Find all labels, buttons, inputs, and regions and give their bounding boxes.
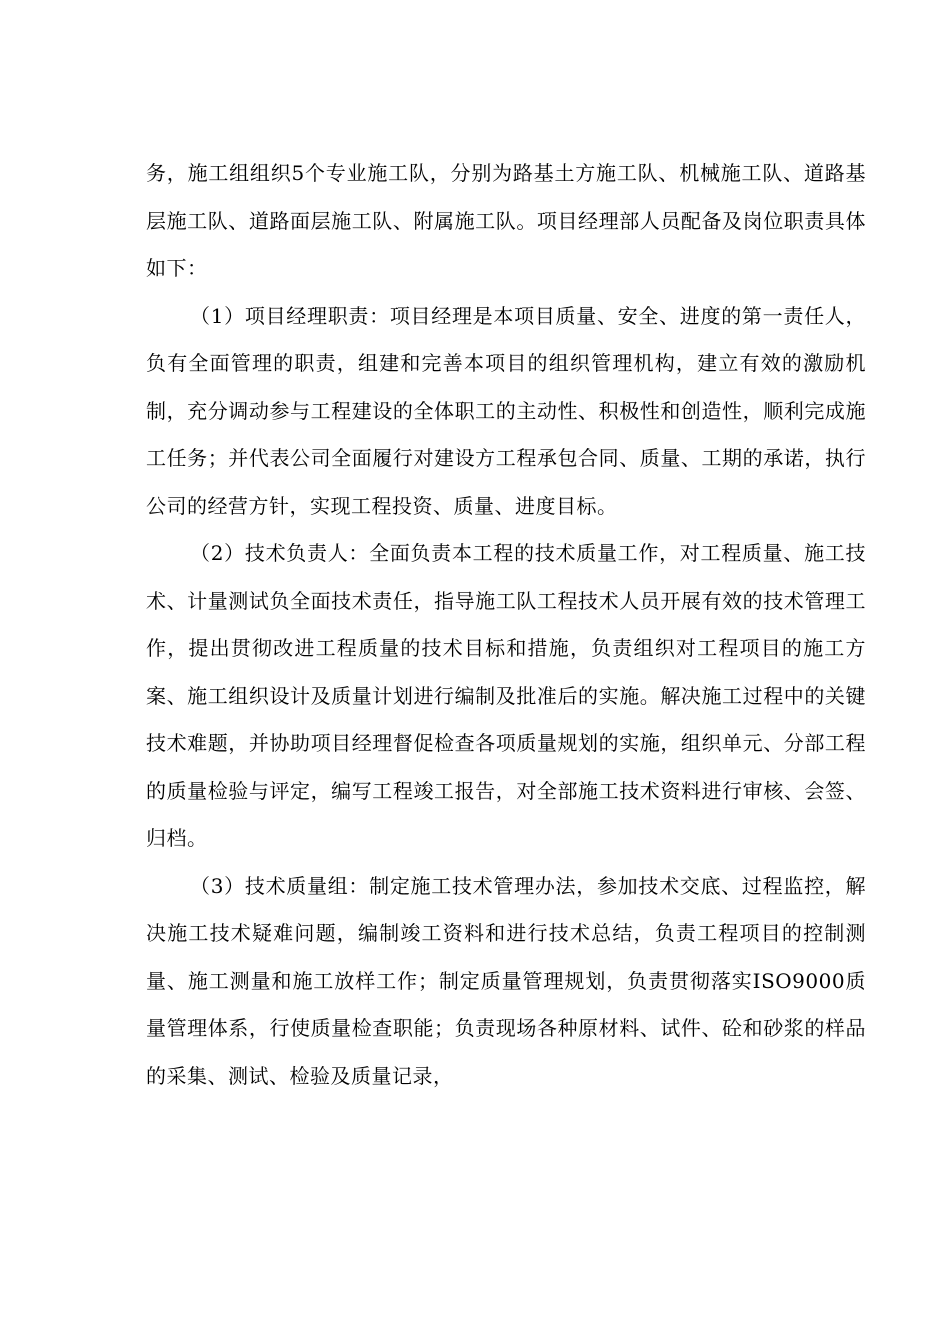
paragraph-technical-quality-group: （3）技术质量组：制定施工技术管理办法，参加技术交底、过程监控，解决施工技术疑难问题，编制竣工资料和进行技术总结，负责工程项目的控制测量、施工测量和施工放样工作；制定质量管理规划，负责贯彻落实ISO9000质量管理体系，行使质量检查职能；负责现场各种原材料、试件、砼和砂浆的样品的采集、测试、检验及质量记录， (146, 873, 866, 1088)
paragraph-technical-lead: （2）技术负责人：全面负责本工程的技术质量工作，对工程质量、施工技术、计量测试负全面技术责任，指导施工队工程技术人员开展有效的技术管理工作，提出贯彻改进工程质量的技术目标和措施，负责组织对工程项目的施工方案、施工组织设计及质量计划进行编制及批准后的实施。解决施工过程中的关键技术难题，并协助项目经理督促检查各项质量规划的实施，组织单元、分部工程的质量检验与评定，编写工程竣工报告，对全部施工技术资料进行审核、会签、归档。 (146, 541, 866, 850)
paragraph-project-manager: （1）项目经理职责：项目经理是本项目质量、安全、进度的第一责任人，负有全面管理的职责，组建和完善本项目的组织管理机构，建立有效的激励机制，充分调动参与工程建设的全体职工的主动性、积极性和创造性，顺利完成施工任务；并代表公司全面履行对建设方工程承包合同、质量、工期的承诺，执行公司的经营方针，实现工程投资、质量、进度目标。 (146, 303, 866, 518)
paragraph-continuation: 务，施工组组织5个专业施工队，分别为路基土方施工队、机械施工队、道路基层施工队、道路面层施工队、附属施工队。项目经理部人员配备及岗位职责具体如下： (146, 161, 866, 280)
body-text (146, 150, 866, 1100)
